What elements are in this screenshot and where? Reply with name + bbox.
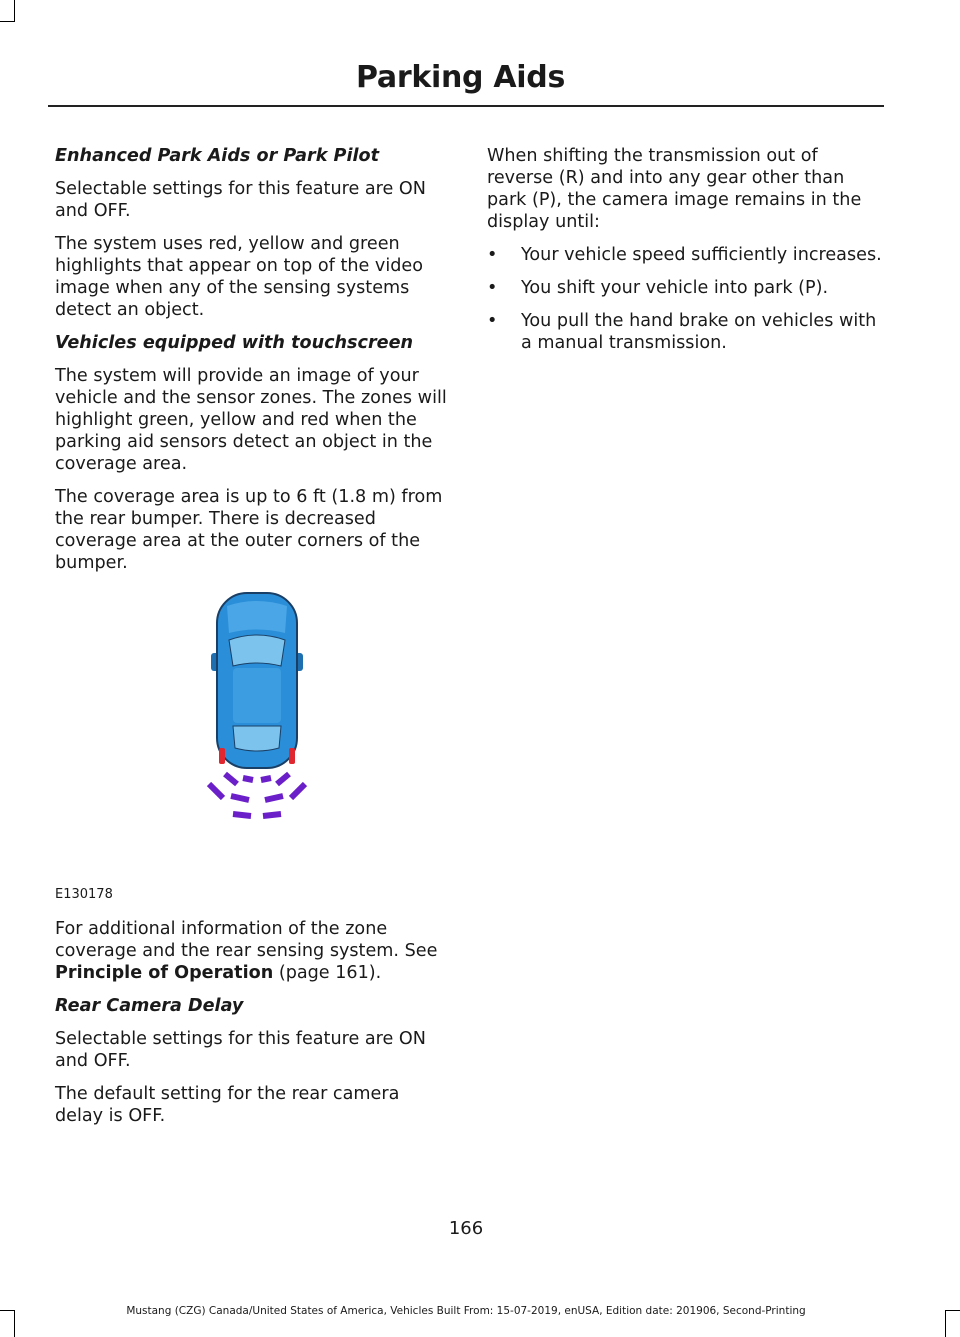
footer-text: Mustang (CZG) Canada/United States of America, Vehicles Built From: 15-07-2019, enUSA, Edition date: 201906, Second-Printing xyxy=(126,1305,806,1317)
paragraph: The coverage area is up to 6 ft (1.8 m) from the rear bumper. There is decreased coverage area at the outer corners of the bumper. xyxy=(55,487,443,573)
bullet-icon: • xyxy=(487,245,498,265)
paragraph xyxy=(55,918,450,984)
list-item-text: You pull the hand brake on vehicles with a manual transmission. xyxy=(521,311,877,353)
vehicle-sensor-figure xyxy=(55,588,450,906)
bullet-icon: • xyxy=(487,278,498,298)
list-item-text: Your vehicle speed sufficiently increases. xyxy=(521,245,882,265)
car-top-view-icon xyxy=(195,588,375,828)
right-column xyxy=(487,145,882,365)
paragraph: Selectable settings for this feature are ON and OFF. xyxy=(55,1029,426,1071)
list-item-text: You shift your vehicle into park (P). xyxy=(521,278,829,298)
crop-mark xyxy=(14,0,15,22)
paragraph: The system uses red, yellow and green highlights that appear on top of the video image when any of the sensing systems detect an object. xyxy=(55,234,423,320)
section-heading: Vehicles equipped with touchscreen xyxy=(55,333,414,353)
crop-mark xyxy=(0,21,15,22)
paragraph: When shifting the transmission out of reverse (R) and into any gear other than park (P), the camera image remains in the display until: xyxy=(487,146,862,232)
figure-id: E130178 xyxy=(55,887,113,902)
crop-mark xyxy=(945,1310,946,1337)
ref-text: For additional information of the zone coverage and the rear sensing system. See xyxy=(55,919,438,961)
page-title: Parking Aids xyxy=(356,60,565,95)
left-column xyxy=(55,145,450,1138)
paragraph: The system will provide an image of your vehicle and the sensor zones. The zones will highlight green, yellow and red when the parking aid sensors detect an object in the coverage area. xyxy=(55,366,447,474)
header-rule xyxy=(48,105,884,107)
cross-reference-link[interactable]: Principle of Operation xyxy=(55,963,274,983)
ref-text: (page 161). xyxy=(273,963,382,983)
crop-mark xyxy=(945,1310,960,1311)
page-number: 166 xyxy=(448,1218,484,1239)
bullet-icon: • xyxy=(487,311,498,331)
section-heading: Rear Camera Delay xyxy=(55,996,244,1016)
list-item xyxy=(487,244,882,266)
section-heading: Enhanced Park Aids or Park Pilot xyxy=(55,146,380,166)
bullet-list xyxy=(487,244,882,354)
list-item xyxy=(487,310,882,354)
list-item xyxy=(487,277,882,299)
paragraph: Selectable settings for this feature are ON and OFF. xyxy=(55,179,426,221)
paragraph: The default setting for the rear camera delay is OFF. xyxy=(55,1084,400,1126)
